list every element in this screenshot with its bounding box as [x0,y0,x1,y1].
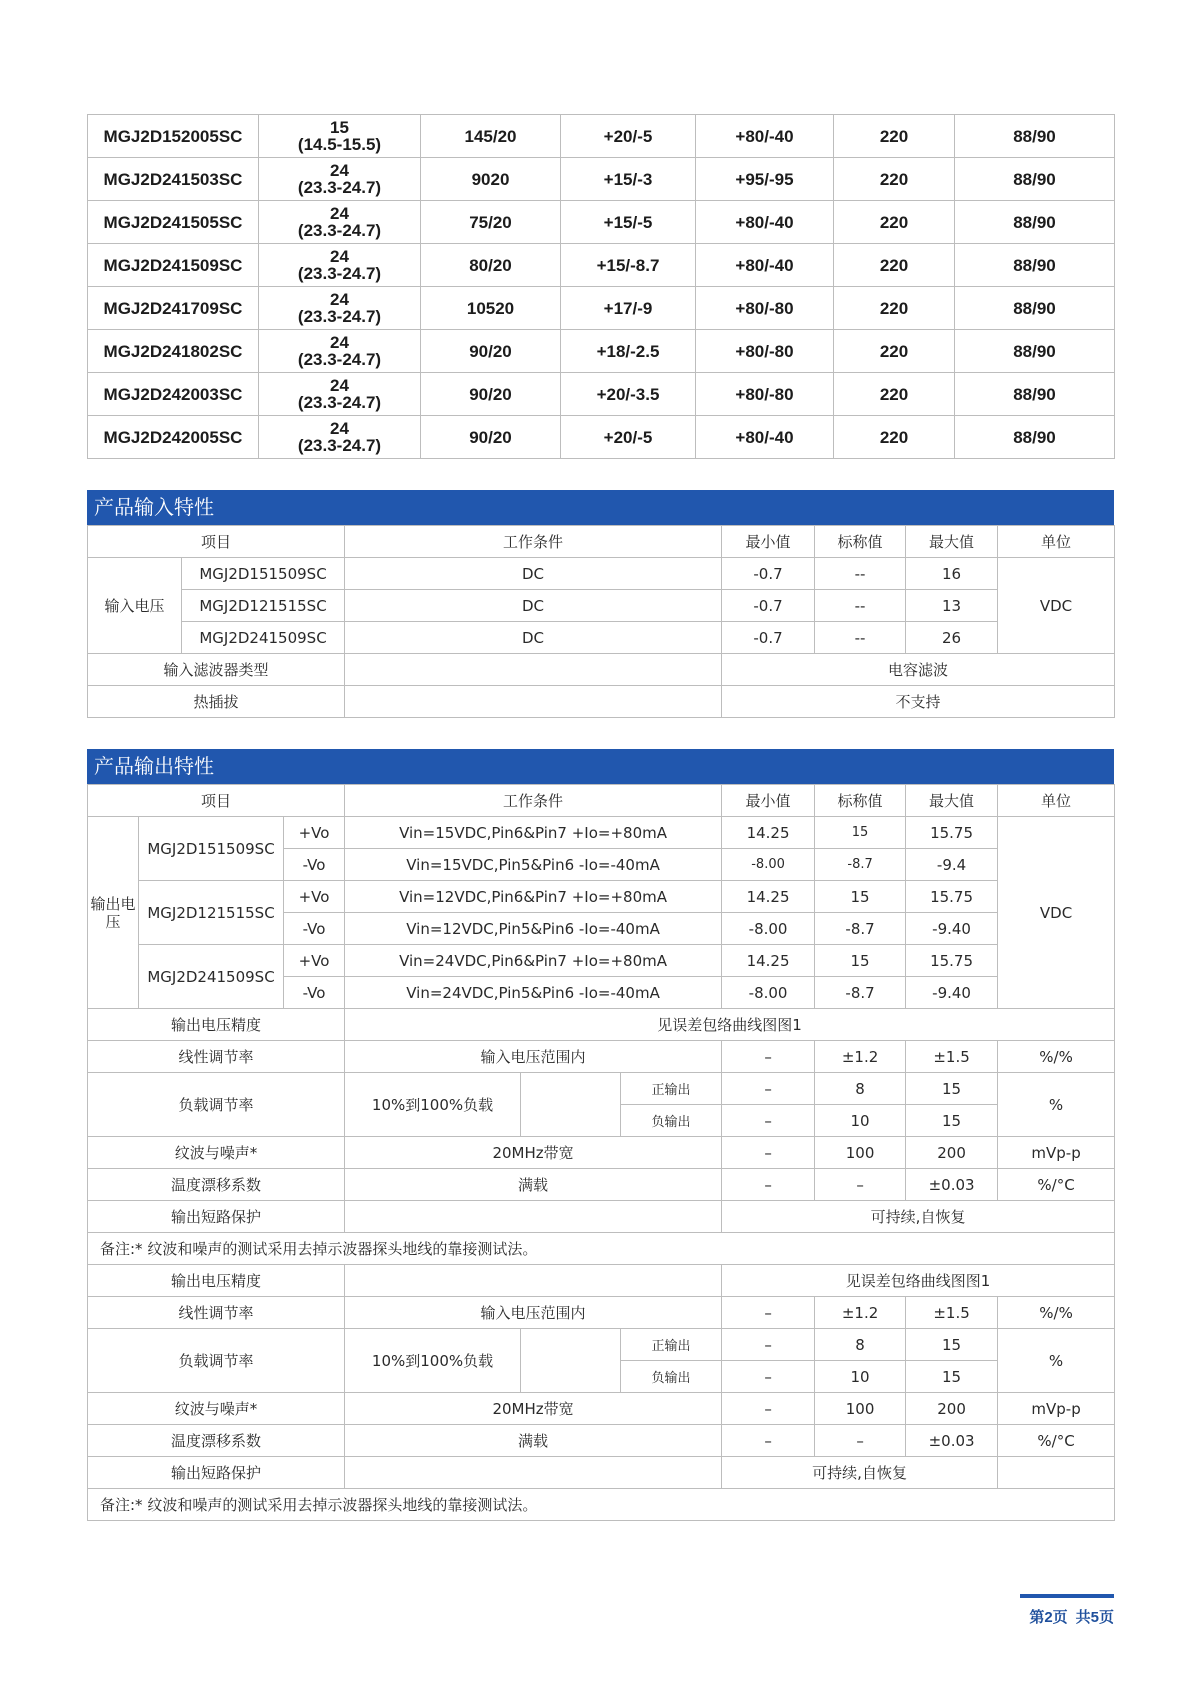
nom-value: 15 [815,945,906,977]
header-max: 最大值 [906,785,998,817]
voltage-range: (14.5-15.5) [297,135,382,154]
spec-value: 10520 [421,287,561,330]
table-row [88,1009,1115,1041]
table-row [88,1425,1115,1457]
header-condition: 工作条件 [345,785,722,817]
condition: Vin=24VDC,Pin6&Pin7 +Io=+80mA [345,945,722,977]
unit: mVp-p [998,1137,1115,1169]
unit: VDC [998,558,1115,654]
output-section-title: 产品输出特性 [87,749,1114,784]
nom-value: 10 [815,1105,906,1137]
nom-value: -8.7 [815,977,906,1009]
output-characteristics-table [87,784,1115,1521]
table-row [88,590,1115,622]
hotplug-label: 热插拔 [88,686,345,718]
accuracy-label: 输出电压精度 [88,1265,345,1297]
empty-cell [345,686,722,718]
spec-value: 75/20 [421,201,561,244]
min-value: – [722,1425,815,1457]
max-value: 15 [906,1361,998,1393]
table-row [88,686,1115,718]
nom-value: 8 [815,1329,906,1361]
condition: Vin=15VDC,Pin6&Pin7 +Io=+80mA [345,817,722,849]
condition: 输入电压范围内 [345,1297,722,1329]
voltage-range: (23.3-24.7) [297,221,382,240]
condition: 满载 [345,1425,722,1457]
efficiency-value: 88/90 [955,115,1115,158]
model: MGJ2D241509SC [182,622,345,654]
header-condition: 工作条件 [345,526,722,558]
negative-output-label: 负输出 [621,1361,722,1393]
note: 备注:* 纹波和噪声的测试采用去掉示波器探头地线的靠接测试法。 [88,1489,1115,1521]
page-number: 第2页 [1029,1609,1068,1626]
table-row [88,1073,1115,1105]
spec-value: +80/-80 [696,287,834,330]
condition: 10%到100%负载 [345,1073,521,1137]
nom-value: 100 [815,1393,906,1425]
output-voltage [259,115,421,158]
min-value: – [722,1393,815,1425]
voltage-range: (23.3-24.7) [297,307,382,326]
empty-cell [345,654,722,686]
header-min: 最小值 [722,785,815,817]
min-value: – [722,1361,815,1393]
table-row [88,1201,1115,1233]
table-row [88,1297,1115,1329]
spec-value: +80/-80 [696,330,834,373]
header-item: 项目 [88,526,345,558]
table-row [88,201,1115,244]
table-row [88,158,1115,201]
table-row [88,1393,1115,1425]
ripple-label: 纹波与噪声* [88,1137,345,1169]
model-name: MGJ2D242003SC [88,373,259,416]
table-row [88,1329,1115,1361]
voltage-nominal: 15 [330,118,349,137]
spec-value: 220 [834,373,955,416]
filter-label: 输入滤波器类型 [88,654,345,686]
min-value: -8.00 [722,977,815,1009]
max-value: ±1.5 [906,1297,998,1329]
efficiency-value: 88/90 [955,287,1115,330]
unit: %/°C [998,1425,1115,1457]
voltage-nominal: 24 [330,290,349,309]
efficiency-value: 88/90 [955,244,1115,287]
table-header-row [88,785,1115,817]
max-value: 16 [906,558,998,590]
model: MGJ2D121515SC [182,590,345,622]
polarity: -Vo [284,977,345,1009]
condition: Vin=12VDC,Pin5&Pin6 -Io=-40mA [345,913,722,945]
condition: 20MHz带宽 [345,1137,722,1169]
max-value: 26 [906,622,998,654]
output-voltage [259,158,421,201]
spec-value: +15/-5 [561,201,696,244]
spec-value: 220 [834,287,955,330]
spec-value: +20/-5 [561,416,696,459]
polarity: -Vo [284,913,345,945]
header-nom: 标称值 [815,785,906,817]
ripple-label: 纹波与噪声* [88,1393,345,1425]
polarity: +Vo [284,817,345,849]
nom-value: 8 [815,1073,906,1105]
table-row [88,1041,1115,1073]
spec-value: +20/-5 [561,115,696,158]
voltage-range: (23.3-24.7) [297,178,382,197]
spec-value: +95/-95 [696,158,834,201]
nom-value: 10 [815,1361,906,1393]
spec-value: 80/20 [421,244,561,287]
condition: Vin=24VDC,Pin5&Pin6 -Io=-40mA [345,977,722,1009]
page-total: 共5页 [1075,1609,1114,1626]
min-value: 14.25 [722,945,815,977]
spec-value: 220 [834,115,955,158]
polarity: +Vo [284,945,345,977]
spec-value: 9020 [421,158,561,201]
min-value: 14.25 [722,881,815,913]
spec-value: +80/-40 [696,115,834,158]
table-row [88,330,1115,373]
max-value: 15.75 [906,817,998,849]
unit: mVp-p [998,1393,1115,1425]
max-value: 200 [906,1137,998,1169]
page-indicator [1020,1606,1114,1627]
table-row [88,945,1115,977]
spec-value: +80/-80 [696,373,834,416]
header-item: 项目 [88,785,345,817]
model: MGJ2D241509SC [139,945,284,1009]
spec-value: +20/-3.5 [561,373,696,416]
efficiency-value: 88/90 [955,373,1115,416]
min-value: -8.00 [722,913,815,945]
short-protection-label: 输出短路保护 [88,1201,345,1233]
model-name: MGJ2D241709SC [88,287,259,330]
note-row [88,1233,1115,1265]
max-value: ±0.03 [906,1425,998,1457]
model: MGJ2D151509SC [182,558,345,590]
max-value: 15.75 [906,945,998,977]
model: MGJ2D151509SC [139,817,284,881]
efficiency-value: 88/90 [955,201,1115,244]
model-name: MGJ2D241509SC [88,244,259,287]
unit: % [998,1073,1115,1137]
nom-value: 15 [815,817,906,849]
table-row [88,115,1115,158]
min-value: -0.7 [722,590,815,622]
min-value: -0.7 [722,558,815,590]
model-name: MGJ2D241505SC [88,201,259,244]
spec-value: +80/-40 [696,201,834,244]
voltage-nominal: 24 [330,247,349,266]
table-row [88,881,1115,913]
line-regulation-label: 线性调节率 [88,1041,345,1073]
header-max: 最大值 [906,526,998,558]
filter-value: 电容滤波 [722,654,1115,686]
condition: 10%到100%负载 [345,1329,521,1393]
spec-value: 90/20 [421,416,561,459]
max-value: -9.40 [906,913,998,945]
voltage-nominal: 24 [330,204,349,223]
nom-value: – [815,1425,906,1457]
output-voltage [259,244,421,287]
model-name: MGJ2D241802SC [88,330,259,373]
condition: DC [345,622,722,654]
spec-value: 220 [834,244,955,287]
table-row [88,654,1115,686]
efficiency-value: 88/90 [955,158,1115,201]
spec-value: +80/-40 [696,416,834,459]
accuracy-value: 见误差包络曲线图图1 [722,1265,1115,1297]
nom-value: ±1.2 [815,1297,906,1329]
short-protection-value: 可持续,自恢复 [722,1201,1115,1233]
table-header-row [88,526,1115,558]
positive-output-label: 正输出 [621,1329,722,1361]
voltage-range: (23.3-24.7) [297,350,382,369]
spec-value: 220 [834,416,955,459]
header-nom: 标称值 [815,526,906,558]
max-value: -9.40 [906,977,998,1009]
temp-label: 温度漂移系数 [88,1425,345,1457]
footer-rule [1020,1594,1114,1598]
empty-cell [345,1457,722,1489]
condition: DC [345,590,722,622]
voltage-range: (23.3-24.7) [297,393,382,412]
min-value: – [722,1297,815,1329]
spec-value: +18/-2.5 [561,330,696,373]
spec-value: 90/20 [421,330,561,373]
condition: 20MHz带宽 [345,1393,722,1425]
unit: % [998,1329,1115,1393]
model-name: MGJ2D152005SC [88,115,259,158]
nom-value: -8.7 [815,913,906,945]
table-row [88,373,1115,416]
table-row [88,1169,1115,1201]
condition: 满载 [345,1169,722,1201]
header-min: 最小值 [722,526,815,558]
max-value: 15 [906,1329,998,1361]
models-table [87,114,1115,459]
condition: Vin=15VDC,Pin5&Pin6 -Io=-40mA [345,849,722,881]
condition: 输入电压范围内 [345,1041,722,1073]
header-unit: 单位 [998,785,1115,817]
max-value: ±1.5 [906,1041,998,1073]
spec-value: +15/-8.7 [561,244,696,287]
nom-value: ±1.2 [815,1041,906,1073]
max-value: 15 [906,1073,998,1105]
spec-value: 145/20 [421,115,561,158]
condition: DC [345,558,722,590]
spec-value: +15/-3 [561,158,696,201]
nom-value: 15 [815,881,906,913]
polarity: -Vo [284,849,345,881]
min-value: – [722,1073,815,1105]
accuracy-label: 输出电压精度 [88,1009,345,1041]
positive-output-label: 正输出 [621,1073,722,1105]
nom-value: -- [815,590,906,622]
voltage-range: (23.3-24.7) [297,264,382,283]
table-row [88,244,1115,287]
empty-cell [345,1265,722,1297]
table-row [88,817,1115,849]
spec-value: 220 [834,330,955,373]
min-value: 14.25 [722,817,815,849]
condition: Vin=12VDC,Pin6&Pin7 +Io=+80mA [345,881,722,913]
load-regulation-label: 负载调节率 [88,1073,345,1137]
empty-cell [521,1329,621,1393]
max-value: 15 [906,1105,998,1137]
spec-value: +17/-9 [561,287,696,330]
min-value: – [722,1105,815,1137]
min-value: – [722,1041,815,1073]
efficiency-value: 88/90 [955,330,1115,373]
table-row [88,1457,1115,1489]
max-value: 15.75 [906,881,998,913]
nom-value: -- [815,558,906,590]
unit: %/% [998,1041,1115,1073]
table-row [88,1265,1115,1297]
spec-value: 220 [834,201,955,244]
min-value: – [722,1137,815,1169]
min-value: – [722,1329,815,1361]
output-voltage [259,373,421,416]
unit: VDC [998,817,1115,1009]
model: MGJ2D121515SC [139,881,284,945]
empty-cell [998,1457,1115,1489]
max-value: -9.4 [906,849,998,881]
voltage-nominal: 24 [330,376,349,395]
spec-value: 90/20 [421,373,561,416]
table-row [88,416,1115,459]
input-characteristics-table [87,525,1115,718]
negative-output-label: 负输出 [621,1105,722,1137]
short-protection-label: 输出短路保护 [88,1457,345,1489]
empty-cell [521,1073,621,1137]
max-value: ±0.03 [906,1169,998,1201]
output-voltage [259,287,421,330]
max-value: 200 [906,1393,998,1425]
unit: %/°C [998,1169,1115,1201]
output-voltage-label: 输出电压 [88,817,139,1009]
max-value: 13 [906,590,998,622]
header-unit: 单位 [998,526,1115,558]
load-regulation-label: 负载调节率 [88,1329,345,1393]
output-voltage [259,201,421,244]
accuracy-value: 见误差包络曲线图图1 [345,1009,1115,1041]
line-regulation-label: 线性调节率 [88,1297,345,1329]
note-row [88,1489,1115,1521]
table-row [88,287,1115,330]
output-voltage [259,416,421,459]
hotplug-value: 不支持 [722,686,1115,718]
efficiency-value: 88/90 [955,416,1115,459]
empty-cell [345,1201,722,1233]
nom-value: -8.7 [815,849,906,881]
table-row [88,1137,1115,1169]
spec-value: 220 [834,158,955,201]
spec-value: +80/-40 [696,244,834,287]
voltage-nominal: 24 [330,419,349,438]
min-value: -0.7 [722,622,815,654]
min-value: -8.00 [722,849,815,881]
nom-value: – [815,1169,906,1201]
table-row [88,558,1115,590]
short-protection-value: 可持续,自恢复 [722,1457,998,1489]
nom-value: 100 [815,1137,906,1169]
note: 备注:* 纹波和噪声的测试采用去掉示波器探头地线的靠接测试法。 [88,1233,1115,1265]
voltage-nominal: 24 [330,161,349,180]
voltage-range: (23.3-24.7) [297,436,382,455]
voltage-nominal: 24 [330,333,349,352]
model-name: MGJ2D241503SC [88,158,259,201]
temp-label: 温度漂移系数 [88,1169,345,1201]
polarity: +Vo [284,881,345,913]
table-row [88,622,1115,654]
output-voltage [259,330,421,373]
model-name: MGJ2D242005SC [88,416,259,459]
nom-value: -- [815,622,906,654]
input-section-title: 产品输入特性 [87,490,1114,525]
input-voltage-label: 输入电压 [88,558,182,654]
unit: %/% [998,1297,1115,1329]
min-value: – [722,1169,815,1201]
